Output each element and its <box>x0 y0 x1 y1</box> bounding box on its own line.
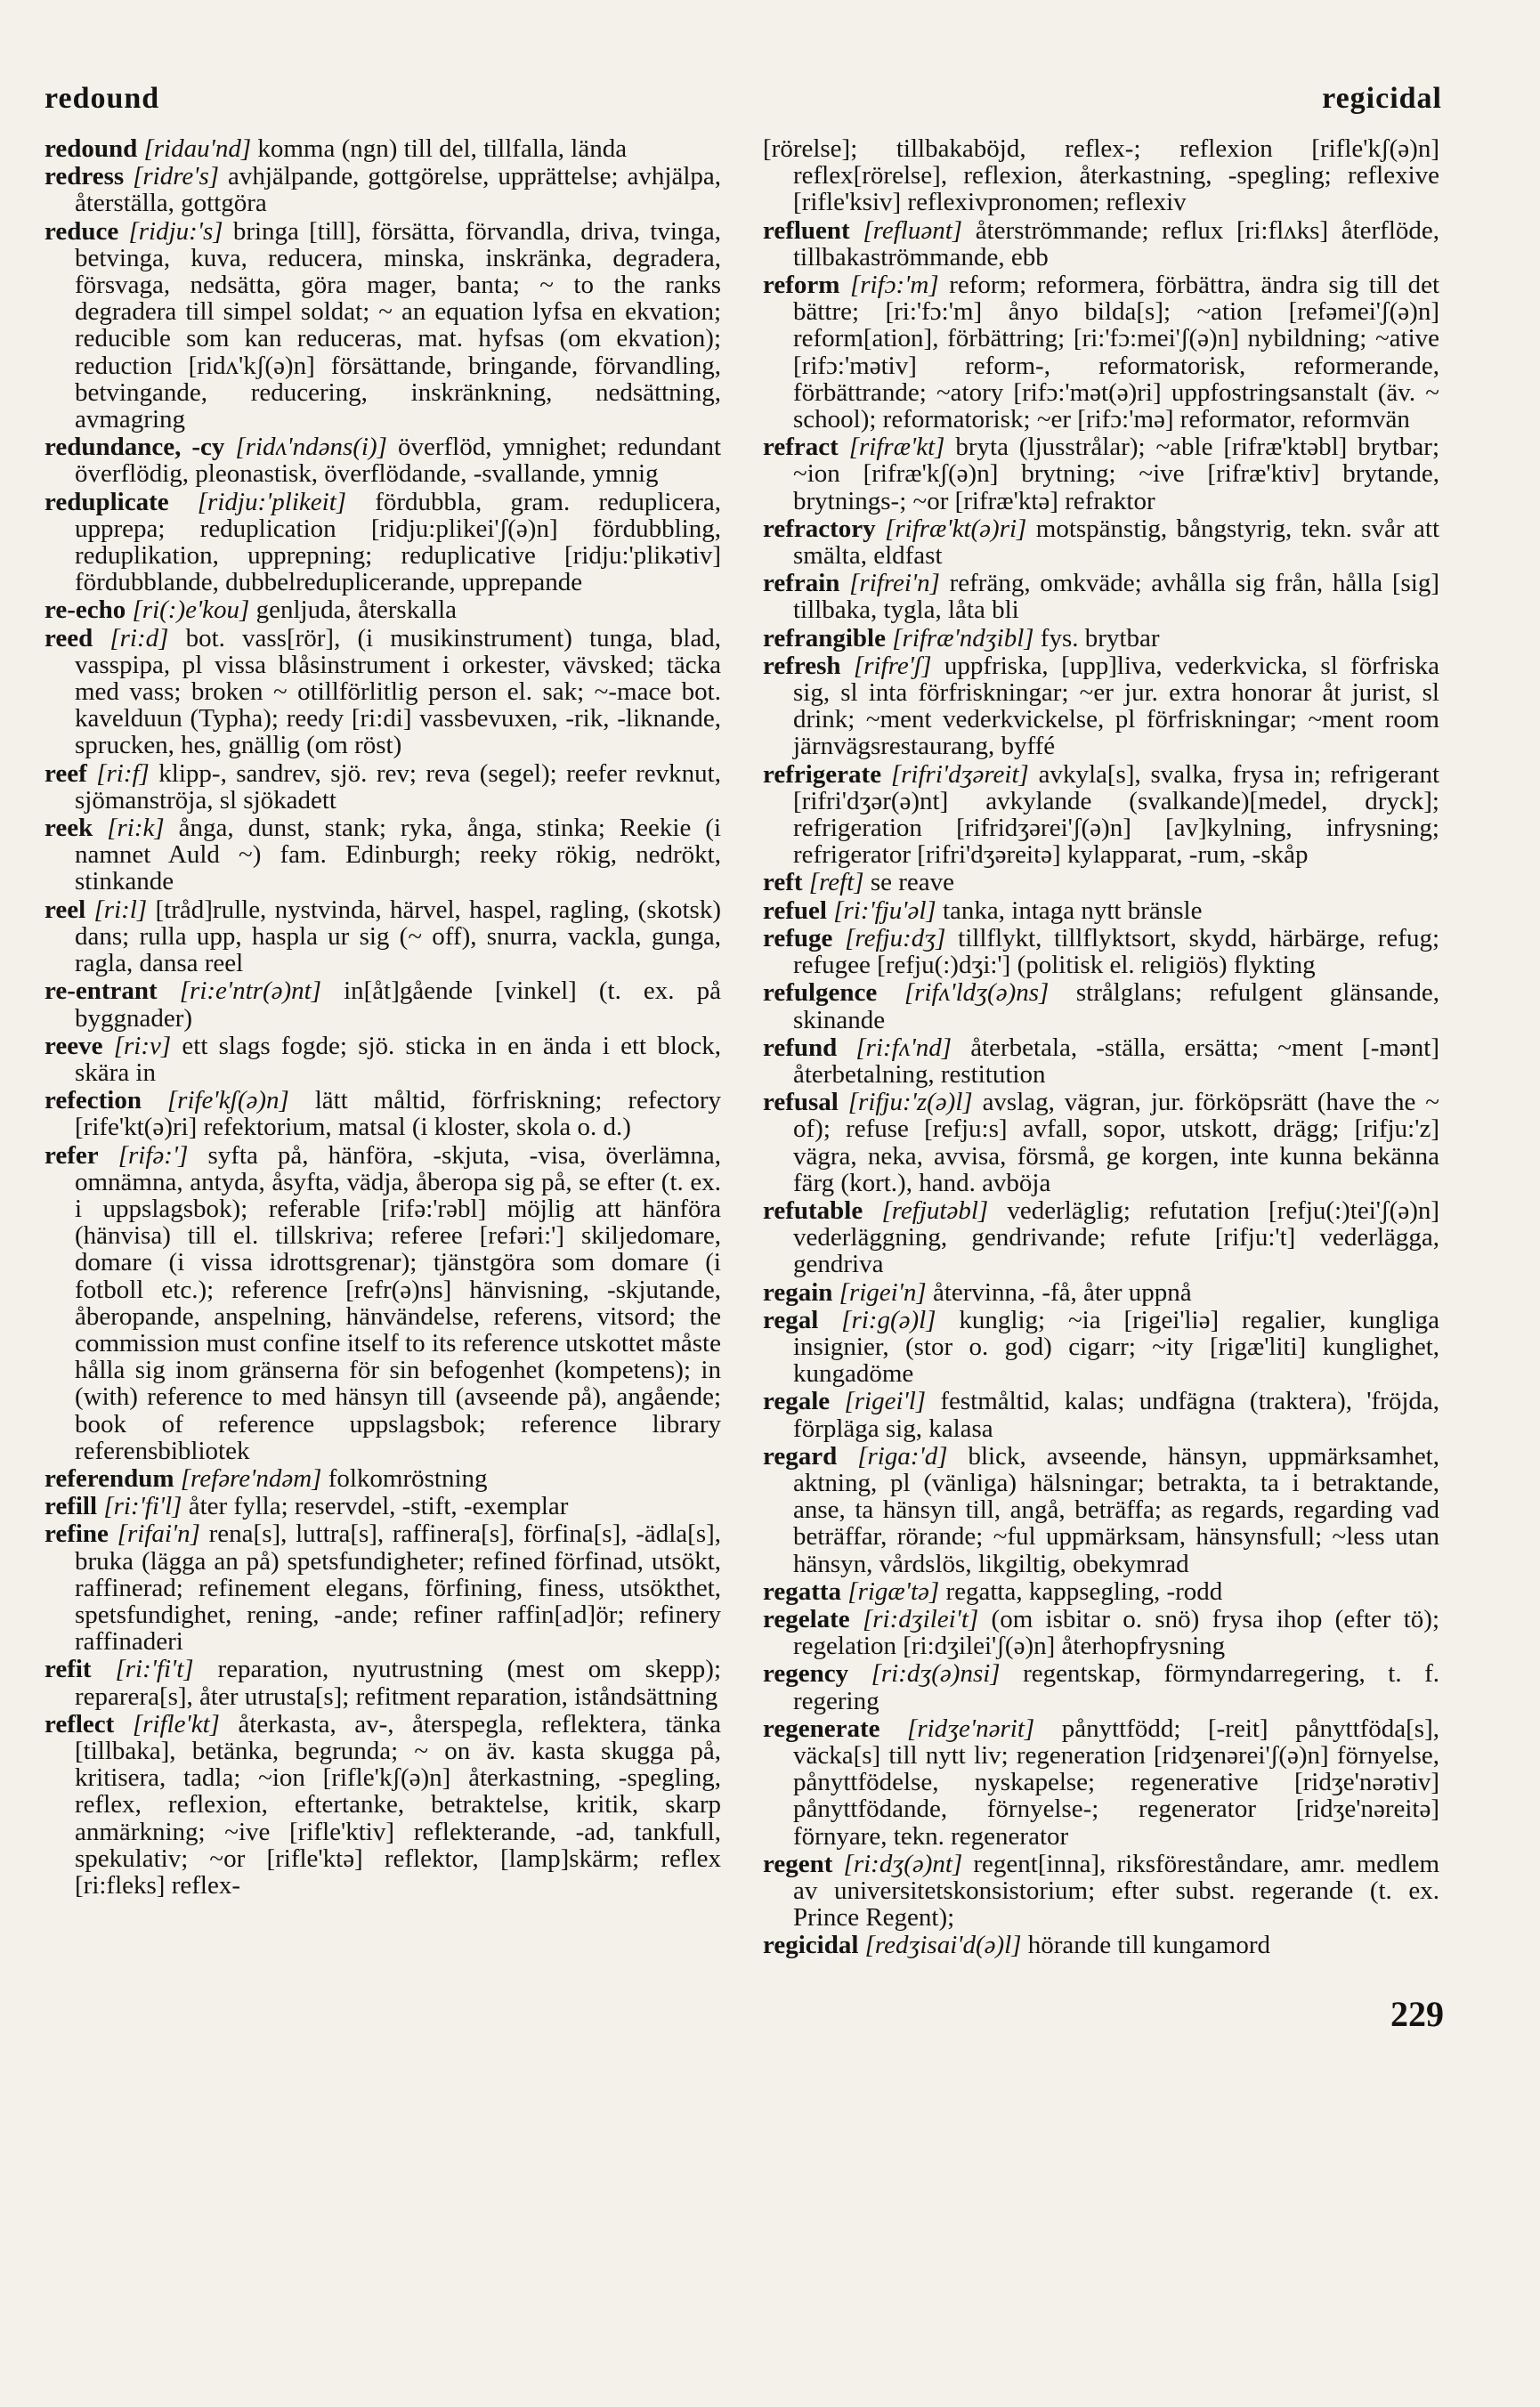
headword: refine <box>45 1520 109 1549</box>
headword: refit <box>45 1655 92 1684</box>
pronunciation: [ri:dʒ(ə)nsi] <box>871 1659 1001 1689</box>
definition: se reave <box>870 868 955 897</box>
dictionary-entry <box>763 135 1439 216</box>
headword: regicidal <box>763 1931 859 1960</box>
pronunciation: [reft] <box>808 868 864 897</box>
definition: pånyttfödd; [-reit] pånyttföda[s], väcka[s] till nytt liv; regeneration [ridʒenərei'ʃ(ə)n] förnyelse, pånyttfödelse, nyskapelse; regenerative [ridʒe'nərətiv] pånyttfödande, förnyelse-; regenerator [ridʒe'nəreitə] förnyare, tekn. regenerator <box>793 1714 1439 1851</box>
headword: reft <box>763 868 803 897</box>
headword: redundance, -cy <box>45 433 225 462</box>
dictionary-entry <box>763 1089 1439 1196</box>
headword: reflect <box>45 1709 115 1738</box>
pronunciation: [ridʌ'ndəns(i)] <box>235 433 387 462</box>
pronunciation: [rifai'n] <box>117 1520 200 1549</box>
dictionary-entry <box>45 1656 721 1709</box>
headword: re-entrant <box>45 977 158 1006</box>
headword: referendum <box>45 1463 174 1493</box>
dictionary-entry <box>45 896 721 977</box>
dictionary-entry <box>763 897 1439 924</box>
pronunciation: [rifʌ'ldʒ(ə)ns] <box>904 978 1050 1008</box>
dictionary-entry <box>763 869 1439 896</box>
pronunciation: [ridju:'s] <box>128 216 223 246</box>
definition: hörande till kungamord <box>1027 1931 1270 1960</box>
dictionary-entry <box>45 814 721 896</box>
definition: bryta (ljusstrålar); ~able [rifræ'ktəbl] brytbar; ~ion [rifræ'kʃ(ə)n] brytning; ~ive [rifræ'ktiv] brytande, brytnings-; ~or [rifræ'ktə] refraktor <box>793 433 1440 515</box>
headword: reeve <box>45 1031 103 1060</box>
headword: refrangible <box>763 623 886 652</box>
definition: blick, avseende, hänsyn, uppmärksamhet, aktning, pl (vänliga) hälsningar; betrakta, ta i betraktande, anse, ta hänsyn till, angå, beträffa; as regards, regarding vad beträffar, rörande; ~ful uppmärksam, hänsynsfull; ~less utan hänsyn, vårdslös, likgiltig, obekymrad <box>793 1441 1439 1578</box>
definition: återbetala, -ställa, ersätta; ~ment [-mənt] återbetalning, restitution <box>793 1033 1440 1089</box>
dictionary-entry <box>763 1307 1439 1388</box>
dictionary-entry <box>763 271 1439 433</box>
definition: återkasta, av-, återspegla, reflektera, tänka [tillbaka], betänka, begrunda; ~ on äv. kasta skugga på, kritisera, tadla; ~ion [rifle'kʃ(ə)n] återkastning, -spegling, reflex, reflexion, eftertanke, betraktelse, kritik, skarp anmärkning; ~ive [rifle'ktiv] reflekterande, -ad, tankfull, spekulativ; ~or [rifle'ktə] reflektor, [lamp]skärm; reflex [ri:fleks] reflex- <box>75 1709 722 1900</box>
headword: reef <box>45 758 87 788</box>
headword: regenerate <box>763 1714 880 1743</box>
headword: refractory <box>763 514 876 543</box>
header-first-word: redound <box>45 82 160 115</box>
dictionary-entry <box>763 1606 1439 1659</box>
headword: reduce <box>45 216 119 246</box>
dictionary-entry <box>763 652 1439 760</box>
pronunciation: [ri:'fju'əl] <box>833 896 936 925</box>
pronunciation: [ri:d] <box>109 623 169 652</box>
headword: refrain <box>763 569 840 598</box>
pronunciation: [refluənt] <box>863 215 963 245</box>
headword: refer <box>45 1140 99 1170</box>
pronunciation: [rifle'kt] <box>132 1709 220 1738</box>
dictionary-entry <box>45 218 721 434</box>
definition: motspänstig, bångstyrig, tekn. svår att smälta, eldfast <box>793 514 1440 571</box>
dictionary-entry <box>45 434 721 487</box>
headword: refill <box>45 1492 98 1521</box>
definition: rena[s], luttra[s], raffinera[s], förfina[s], -ädla[s], bruka (lägga an på) spetsfundigheter; refined förfinad, utsökt, raffinerad; refinement elegans, förfining, finess, utsökthet, spetsfundighet, rening, -ande; refiner raffin[ad]ör; refinery raffinaderi <box>75 1520 722 1657</box>
headword: refluent <box>763 215 850 245</box>
pronunciation: [ri:fʌ'nd] <box>855 1033 952 1062</box>
pronunciation: [ri:l] <box>93 895 148 924</box>
pronunciation: [refju:dʒ] <box>845 923 946 952</box>
dictionary-entry <box>45 760 721 814</box>
headword: reform <box>763 271 840 300</box>
pronunciation: [ri:k] <box>107 814 165 843</box>
dictionary-entry <box>763 1034 1439 1088</box>
definition: genljuda, återskalla <box>255 596 458 625</box>
headword: refusal <box>763 1088 839 1117</box>
headword: regal <box>763 1305 819 1334</box>
definition: återströmmande; reflux [ri:flʌks] återflöde, tillbakaströmmande, ebb <box>793 215 1440 271</box>
pronunciation: [rifræ'kt] <box>848 433 945 462</box>
definition: avhjälpande, gottgörelse, upprättelse; avhjälpa, återställa, gottgöra <box>75 162 722 218</box>
headword: reed <box>45 623 93 652</box>
definition: överflöd, ymnighet; redundant överflödig, pleonastisk, överflödande, -svallande, ymnig <box>75 433 722 489</box>
dictionary-entry <box>763 979 1439 1033</box>
pronunciation: [redʒisai'd(ə)l] <box>864 1931 1022 1960</box>
dictionary-entry <box>45 489 721 596</box>
page-number: 229 <box>1390 1994 1444 2034</box>
headword: refresh <box>763 651 841 680</box>
dictionary-entry <box>45 977 721 1031</box>
right-column <box>763 135 1439 1960</box>
definition: komma (ngn) till del, tillfalla, lända <box>257 134 628 163</box>
headword: reek <box>45 814 93 843</box>
definition: lätt måltid, förfriskning; refectory [rife'kt(ə)ri] refektorium, matsal (i kloster, skola o. d.) <box>75 1086 722 1142</box>
headword: regain <box>763 1277 833 1307</box>
dictionary-entry <box>45 1033 721 1086</box>
definition: åter fylla; reservdel, -stift, -exemplar <box>188 1492 569 1521</box>
pronunciation: [rigɑ:'d] <box>857 1441 948 1471</box>
headword: refrigerate <box>763 759 882 789</box>
headword: refuge <box>763 923 833 952</box>
dictionary-entry <box>45 625 721 759</box>
dictionary-entry <box>763 925 1439 978</box>
pronunciation: [refəre'ndəm] <box>180 1463 322 1493</box>
pronunciation: [ri:'fi'l] <box>103 1492 182 1521</box>
dictionary-entry <box>763 1932 1439 1958</box>
pronunciation: [rifju:'z(ə)l] <box>847 1088 973 1117</box>
definition: [tråd]rulle, nystvinda, härvel, haspel, ragling, (skotsk) dans; rulla upp, haspla ur sig (~ off), snurra, vackla, gunga, ragla, dansa reel <box>75 895 721 978</box>
dictionary-entry <box>45 1465 721 1492</box>
dictionary-entry <box>763 625 1439 652</box>
pronunciation: [ri:g(ə)l] <box>841 1305 936 1334</box>
definition: fördubbla, gram. reduplicera, upprepa; reduplication [ridju:plikei'ʃ(ə)n] fördubbling, reduplikation, upprepning; reduplicative [ridju:'plikətiv] fördubblande, dubbelreduplicerande, upprepande <box>75 487 721 597</box>
pronunciation: [rife'kʃ(ə)n] <box>166 1086 289 1115</box>
definition: bringa [till], försätta, förvandla, driva, tvinga, betvinga, kuva, reducera, minska, inskränka, degradera, försvaga, nedsätta, göra mager, banta; ~ to the ranks degradera till simpel soldat; ~ an equation lyfsa en ekvation; reducible som kan reduceras, mat. hyfsas (om ekvation); reduction [ridʌ'kʃ(ə)n] försättande, bringande, förvandling, betvingande, reducering, inskränkning, nedsättning, avmagring <box>75 216 722 434</box>
pronunciation: [refjutəbl] <box>881 1195 989 1225</box>
dictionary-entry <box>763 570 1439 623</box>
definition: strålglans; refulgent glänsande, skinande <box>793 978 1440 1034</box>
definition: avkyla[s], svalka, frysa in; refrigerant [rifri'dʒər(ə)nt] avkylande (svalkande)[medel, dryck]; refrigeration [rifridʒərei'ʃ(ə)n] [av]kylning, infrysning; refrigerator [rifri'dʒəreitə] kylapparat, -rum, -skåp <box>793 759 1440 870</box>
dictionary-entry <box>45 163 721 216</box>
pronunciation: [ri(:)e'kou] <box>132 596 250 625</box>
dictionary-entry <box>763 1388 1439 1441</box>
definition: fys. brytbar <box>1040 623 1160 652</box>
definition: reparation, nyutrustning (mest om skepp); reparera[s], åter utrusta[s]; refitment reparation, iståndsättning <box>75 1655 722 1711</box>
dictionary-entry <box>763 1851 1439 1932</box>
headword: regale <box>763 1387 831 1416</box>
pronunciation: [rigei'n] <box>839 1277 927 1307</box>
dictionary-entry <box>45 1142 721 1464</box>
headword: reel <box>45 895 86 924</box>
dictionary-entry <box>45 135 721 162</box>
definition: avslag, vägran, jur. förköpsrätt (have the ~ of); refuse [refju:s] avfall, sopor, utskott, drägg; [rifju:'z] vägra, neka, avvisa, försmå, ge korgen, inte kunna bekänna färg (kort.), hand. avböja <box>793 1088 1439 1197</box>
definition: (om isbitar o. snö) frysa ihop (efter tö); regelation [ri:dʒilei'ʃ(ə)n] återhopfrysning <box>793 1604 1440 1661</box>
headword: refuel <box>763 896 827 925</box>
headword: redress <box>45 162 125 191</box>
pronunciation: [ridʒe'nərit] <box>907 1714 1035 1743</box>
headword: re-echo <box>45 596 126 625</box>
dictionary-entry <box>763 1715 1439 1850</box>
headword: regency <box>763 1659 849 1689</box>
headword: refection <box>45 1086 142 1115</box>
pronunciation: [ri:f] <box>96 758 150 788</box>
pronunciation: [ridre's] <box>133 162 220 191</box>
pronunciation: [ri:dʒilei't] <box>862 1604 979 1633</box>
definition: återvinna, -få, åter uppnå <box>932 1277 1192 1307</box>
pronunciation: [ri:v] <box>113 1031 172 1060</box>
headword: reduplicate <box>45 487 169 516</box>
definition: refräng, omkväde; avhålla sig från, hålla [sig] tillbaka, tygla, låta bli <box>793 569 1440 625</box>
definition: folkomröstning <box>328 1463 488 1493</box>
definition: bot. vass[rör], (i musikinstrument) tunga, blad, vasspipa, pl vissa blåsinstrument i orkester, vävsked; täcka med vass; broken ~ otillförlitlig person el. sak; ~-mace bot. kavelduun (Typha); reedy [ri:di] vassbevuxen, -rik, -liknande, sprucken, hes, gnällig (om röst) <box>75 623 721 760</box>
dictionary-entry <box>45 1520 721 1655</box>
dictionary-entry <box>763 1279 1439 1306</box>
definition: regent[inna], riksföreståndare, amr. medlem av universitetskonsistorium; efter subst. regerande (t. ex. Prince Regent); <box>793 1849 1440 1933</box>
definition: regentskap, förmyndarregering, t. f. regering <box>793 1659 1439 1715</box>
definition: klipp-, sandrev, sjö. rev; reva (segel); reefer revknut, sjömanströja, sl sjökadett <box>75 758 721 814</box>
headword: regard <box>763 1441 838 1471</box>
pronunciation: [rifræ'kt(ə)ri] <box>885 514 1027 543</box>
definition: [rörelse]; tillbakaböjd, reflex-; reflexion [rifle'kʃ(ə)n] reflex[rörelse], reflexion, återkastning, -spegling; reflexive [rifle'ksiv] reflexivpronomen; reflexiv <box>763 134 1439 217</box>
dictionary-entry <box>763 761 1439 869</box>
headword: regent <box>763 1849 833 1878</box>
dictionary-entry <box>763 1660 1439 1714</box>
pronunciation: [rigæ'tə] <box>847 1576 940 1606</box>
pronunciation: [ri:'fi't] <box>115 1655 194 1684</box>
pronunciation: [rifə:'] <box>118 1140 189 1170</box>
pronunciation: [rifræ'ndʒibl] <box>892 623 1034 652</box>
definition: festmåltid, kalas; undfägna (traktera), 'fröjda, förpläga sig, kalasa <box>793 1387 1440 1443</box>
headword: refund <box>763 1033 838 1062</box>
pronunciation: [rifɔ:'m] <box>849 271 939 300</box>
headword: refutable <box>763 1195 863 1225</box>
dictionary-entry <box>45 1493 721 1520</box>
definition: uppfriska, [upp]liva, vederkvicka, sl förfriska sig, sl inta förfriskningar; ~er jur. extra honorar åt jurist, sl drink; ~ment vederkvickelse, pl förfriskningar; ~ment room järnvägsrestaurang, byffé <box>793 651 1439 761</box>
definition: in[åt]gående [vinkel] (t. ex. på byggnader) <box>75 977 721 1033</box>
pronunciation: [rifri'dʒəreit] <box>890 759 1029 789</box>
dictionary-entry <box>763 217 1439 271</box>
definition: vederläglig; refutation [refju(:)tei'ʃ(ə)n] vederläggning, gendrivande; refute [rifju:'t] vederlägga, gendriva <box>793 1195 1440 1279</box>
definition: ånga, dunst, stank; ryka, ånga, stinka; Reekie (i namnet Auld ~) fam. Edinburgh; reeky rökig, nedrökt, stinkande <box>75 814 722 896</box>
definition: tillflykt, tillflyktsort, skydd, härbärge, refug; refugee [refju(:)dʒi:'] (politisk el. religiös) flykting <box>793 923 1440 980</box>
dictionary-entry <box>763 1578 1439 1605</box>
headword: redound <box>45 134 138 163</box>
pronunciation: [ri:dʒ(ə)nt] <box>843 1849 963 1878</box>
page-header <box>45 82 1442 118</box>
pronunciation: [ri:e'ntr(ə)nt] <box>179 977 321 1006</box>
pronunciation: [rifrei'n] <box>849 569 940 598</box>
headword: regatta <box>763 1576 842 1606</box>
definition: reform; reformera, förbättra, ändra sig till det bättre; [ri:'fɔ:'m] ånyo bilda[s]; ~ation [refəmei'ʃ(ə)n] reform[ation], förbättring; [ri:'fɔ:mei'ʃ(ə)n] nybildning; ~ative [rifɔ:'mətiv] reform-, reformatorisk, reformerande, förbättrande; ~atory [rifɔ:'mət(ə)ri] uppfostringsanstalt (äv. ~ school); reformatorisk; ~er [rifɔ:'mə] reformator, reformvän <box>793 271 1440 434</box>
pronunciation: [rifre'ʃ] <box>853 651 932 680</box>
headword: refract <box>763 433 839 462</box>
definition: regatta, kappsegling, -rodd <box>945 1576 1223 1606</box>
dictionary-entry <box>763 1197 1439 1278</box>
dictionary-entry <box>45 596 721 623</box>
definition: syfta på, hänföra, -skjuta, -visa, överlämna, omnämna, antyda, åsyfta, vädja, åberopa sig på, se efter (t. ex. i uppslagsbok); referable [rifə:'rəbl] möjlig att hänföra (hänvisa) till el. tillskriva; referee [refəri:'] skiljedomare, domare (i vissa idrottsgrenar); tjänstgöra som domare (i fotboll etc.); reference [refr(ə)ns] hänvisning, -skjutande, åberopande, anspelning, hänvändelse, referens, vitsord; the commission must confine itself to its reference utskottet måste hålla sig inom gränserna för sin befogenhet (kompetens); in (with) reference to med hänsyn till (avseende på), angående; book of reference uppslagsbok; reference library referensbibliotek <box>75 1140 721 1465</box>
pronunciation: [ridju:'plikeit] <box>197 487 347 516</box>
dictionary-entry <box>45 1711 721 1899</box>
pronunciation: [rigei'l] <box>844 1387 927 1416</box>
definition: tanka, intaga nytt bränsle <box>942 896 1203 925</box>
header-last-word: regicidal <box>1322 82 1442 115</box>
left-column <box>45 135 721 1900</box>
dictionary-entry <box>763 434 1439 515</box>
dictionary-entry <box>45 1087 721 1140</box>
pronunciation: [ridau'nd] <box>143 134 252 163</box>
headword: regelate <box>763 1604 850 1633</box>
headword: refulgence <box>763 978 878 1008</box>
dictionary-entry <box>763 1443 1439 1577</box>
dictionary-entry <box>763 515 1439 569</box>
definition: ett slags fogde; sjö. sticka in en ända i ett block, skära in <box>75 1031 722 1087</box>
definition: kunglig; ~ia [rigei'liə] regalier, kungliga insignier, (stor o. god) cigarr; ~ity [rigæ'liti] kunglighet, kungadöme <box>793 1305 1440 1389</box>
